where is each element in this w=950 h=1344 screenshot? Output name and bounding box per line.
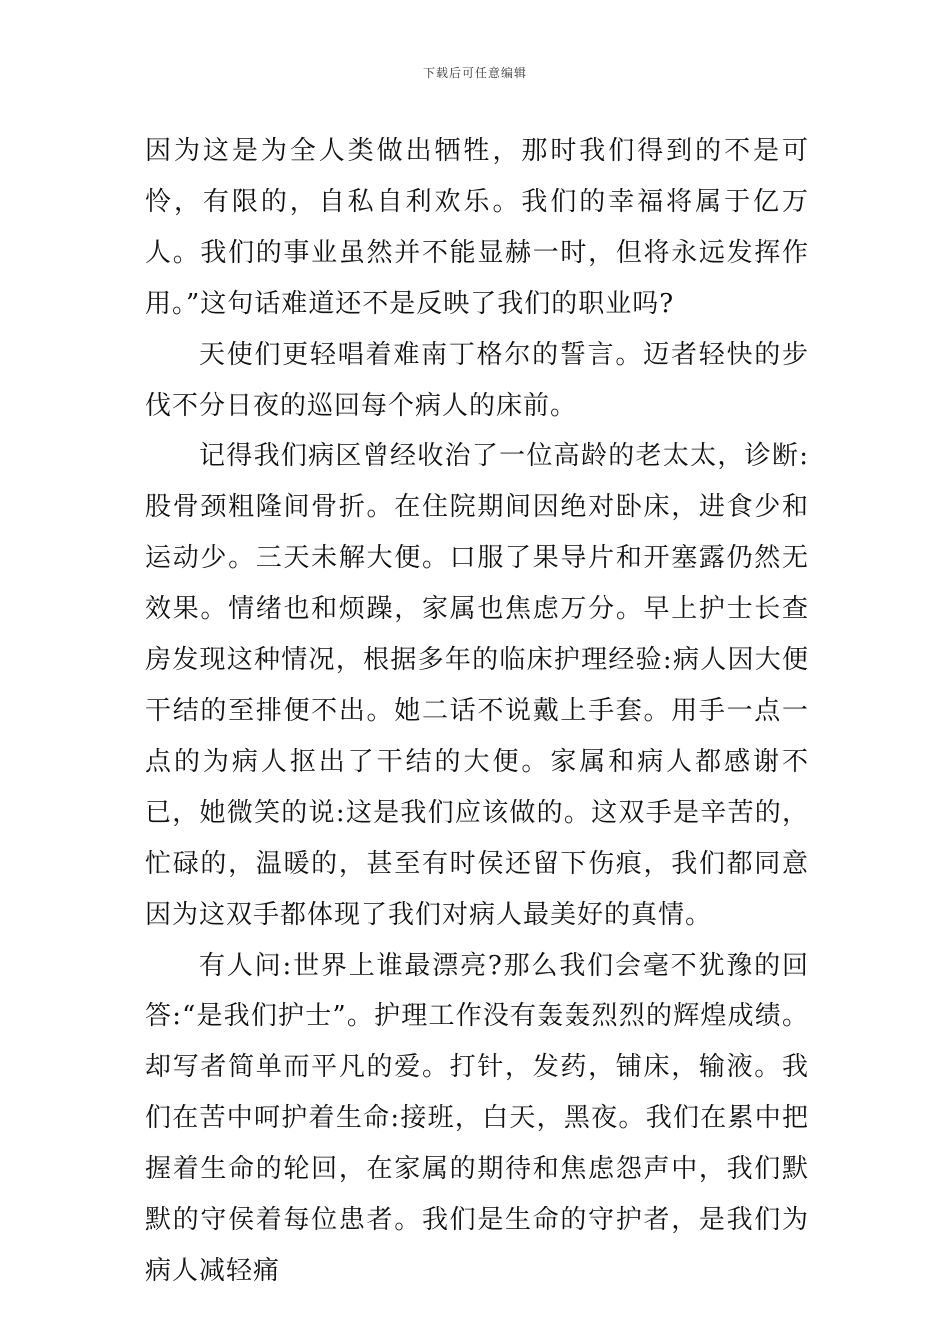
page-header: 下载后可任意编辑 <box>422 66 527 80</box>
paragraph-angels: 天使们更轻唱着难南丁格尔的誓言。迈者轻快的步伐不分日夜的巡回每个病人的床前。 <box>145 339 809 421</box>
paragraph-who-is-beautiful: 有人问:世界上谁最漂亮?那么我们会毫不犹豫的回答:“是我们护士”。护理工作没有轰轰烈烈的辉煌成绩。却写者简单而平凡的爱。打针，发药，铺床，输液。我们在苦中呵护着生命:接班，白天，黑夜。我们在累中把握着生命的轮回，在家属的期待和焦虑怨声中，我们默默的守侯着每位患者。我们是生命的守护者，是我们为病人减轻痛 <box>145 950 809 1286</box>
document-body <box>145 126 809 1297</box>
paragraph-continuation: 因为这是为全人类做出牺牲，那时我们得到的不是可怜，有限的，自私自利欢乐。我们的幸福将属于亿万人。我们的事业虽然并不能显赫一时，但将永远发挥作用。”这句话难道还不是反映了我们的职业吗? <box>145 136 809 319</box>
paragraph-elderly-patient: 记得我们病区曾经收治了一位高龄的老太太，诊断:股骨颈粗隆间骨折。在住院期间因绝对卧床，进食少和运动少。三天未解大便。口服了果导片和开塞露仍然无效果。情绪也和烦躁，家属也焦虑万分。早上护士长查房发现这种情况，根据多年的临床护理经验:病人因大便干结的至排便不出。她二话不说戴上手套。用手一点一点的为病人抠出了干结的大便。家属和病人都感谢不已，她微笑的说:这是我们应该做的。这双手是辛苦的，忙碌的，温暖的，甚至有时侯还留下伤痕，我们都同意因为这双手都体现了我们对病人最美好的真情。 <box>145 441 809 930</box>
